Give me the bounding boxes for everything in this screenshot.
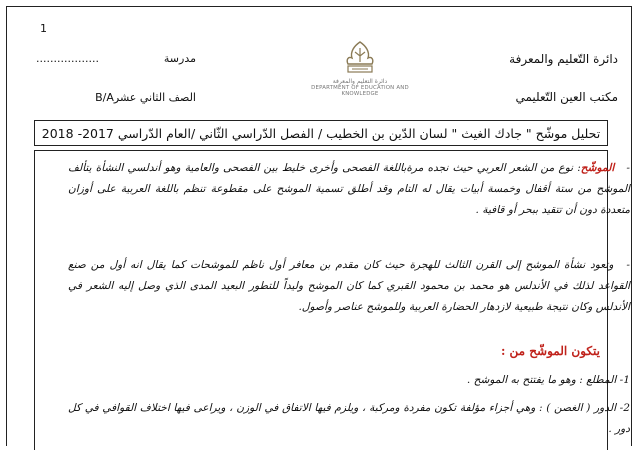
term-muwashah: الموشّح	[580, 162, 615, 174]
office-name: مكتب العين التّعليمي	[515, 90, 618, 104]
org-name: دائرة التّعليم والمعرفة	[509, 52, 618, 66]
department-logo	[300, 40, 420, 97]
document-title	[34, 120, 608, 146]
school-blank: ..................	[36, 52, 99, 65]
bullet-marker: -	[626, 162, 630, 174]
list-item-matla	[68, 370, 630, 391]
emblem-icon	[338, 40, 382, 76]
item-text: 1- المطلع : وهو ما يفتتح به الموشح .	[466, 374, 630, 386]
logo-english-text: DEPARTMENT OF EDUCATION AND KNOWLEDGE	[311, 85, 409, 97]
bullet-marker: -	[626, 259, 630, 271]
page-number: 1	[40, 22, 47, 35]
header-department	[509, 52, 618, 128]
logo-arabic-text: دائرة التعليم والمعرفة	[332, 78, 388, 85]
paragraph-definition	[68, 158, 630, 221]
school-label: مدرسة	[163, 52, 196, 65]
item-text: 2- الدور ( الغصن ) : وهي أجزاء مؤلفة تكون مفردة ومركبة ، ويلزم فيها الاتفاق في الوزن ، ويراعى فيها اختلاف القوافي في كل دور .	[68, 402, 630, 435]
list-item-dawr	[68, 398, 630, 440]
definition-text: : نوع من الشعر العربي حيث نجده مرةباللغة الفصحى وأخرى خليط بين الفصحى والعامية وهو أندلسي النشأة يتألف الموشح من ستة أقفال وخمسة أبيات يقال له التام وقد أطلق تسمية الموشح على مقطوعة تنظم باللغة العربية على أوزان متعددة دون أن تتقيد ببحر أو قافية .	[68, 162, 630, 216]
header-school-info	[36, 52, 196, 104]
components-heading-text: يتكون الموشّح من :	[500, 344, 600, 358]
components-heading	[501, 344, 600, 358]
origin-text: وتعود نشأة الموشح إلى القرن الثالث للهجرة حيث كان مقدم بن معافر أول ناظم للموشحات كما يقال انه أول من صنع القواعد لذلك في الأندلس هو محمد بن محمود القبري كما كان الموشح وليداً للتطور البعيد المدى الذي وصل إليه الشعر في الأندلس وكان نتيجة طبيعية لازدهار الحضارة العربية وللموشح عناصر وأصول.	[68, 259, 630, 313]
grade-label: الصف الثاني عشرB/A	[95, 91, 196, 104]
title-text: تحليل موشّح " جادك الغيث " لسان الدّين بن الخطيب / الفصل الدّراسي الثّاني /العام الدّراسي 2017- 2018	[41, 125, 601, 141]
paragraph-origin	[68, 255, 630, 318]
